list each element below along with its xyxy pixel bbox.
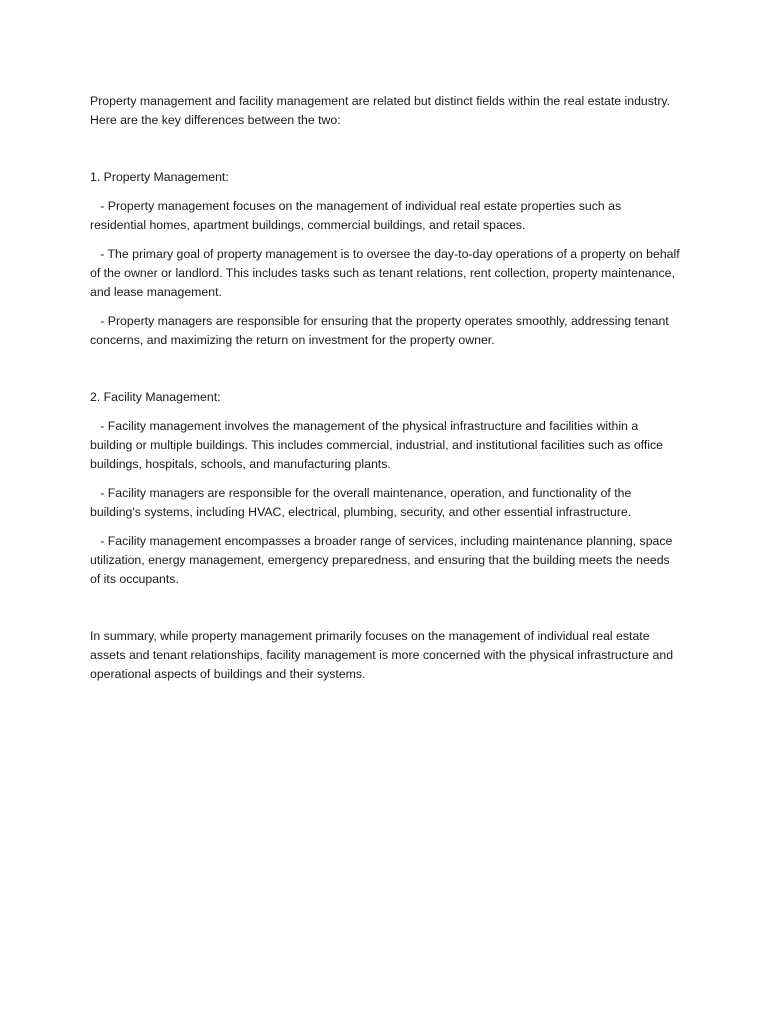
bullet-item: - Property managers are responsible for ensuring that the property operates smoothly, addressing tenant concerns, and maximizing the return on investment for the property owner. [90, 314, 673, 347]
bullet-item: - The primary goal of property management is to oversee the day-to-day operations of a property on behalf of the owner or landlord. This includes tasks such as tenant relations, rent collection, property maintenance, and lease management. [90, 247, 684, 299]
bullet-item: - Facility management involves the management of the physical infrastructure and facilities within a building or multiple buildings. This includes commercial, industrial, and institutional facilities such as office buildings, hospitals, schools, and manufacturing plants. [90, 419, 667, 471]
section-property-management [90, 168, 684, 350]
summary-paragraph: In summary, while property management primarily focuses on the management of individual real estate assets and tenant relationships, facility management is more concerned with the physical infrastructure and operational aspects of buildings and their systems. [90, 629, 677, 681]
section-heading: 2. Facility Management: [90, 390, 221, 404]
section-heading: 1. Property Management: [90, 170, 229, 184]
bullet-item: - Facility managers are responsible for the overall maintenance, operation, and functionality of the building's systems, including HVAC, electrical, plumbing, security, and other essential infrastructure. [90, 486, 635, 519]
bullet-item: - Property management focuses on the management of individual real estate properties such as residential homes, apartment buildings, commercial buildings, and retail spaces. [90, 199, 625, 232]
intro-paragraph: Property management and facility management are related but distinct fields within the real estate industry. Here are the key differences between the two: [90, 94, 674, 127]
section-facility-management [90, 388, 680, 589]
document-body [90, 92, 684, 684]
bullet-item: - Facility management encompasses a broader range of services, including maintenance planning, space utilization, energy management, emergency preparedness, and ensuring that the building meets the needs of its occupants. [90, 534, 676, 586]
